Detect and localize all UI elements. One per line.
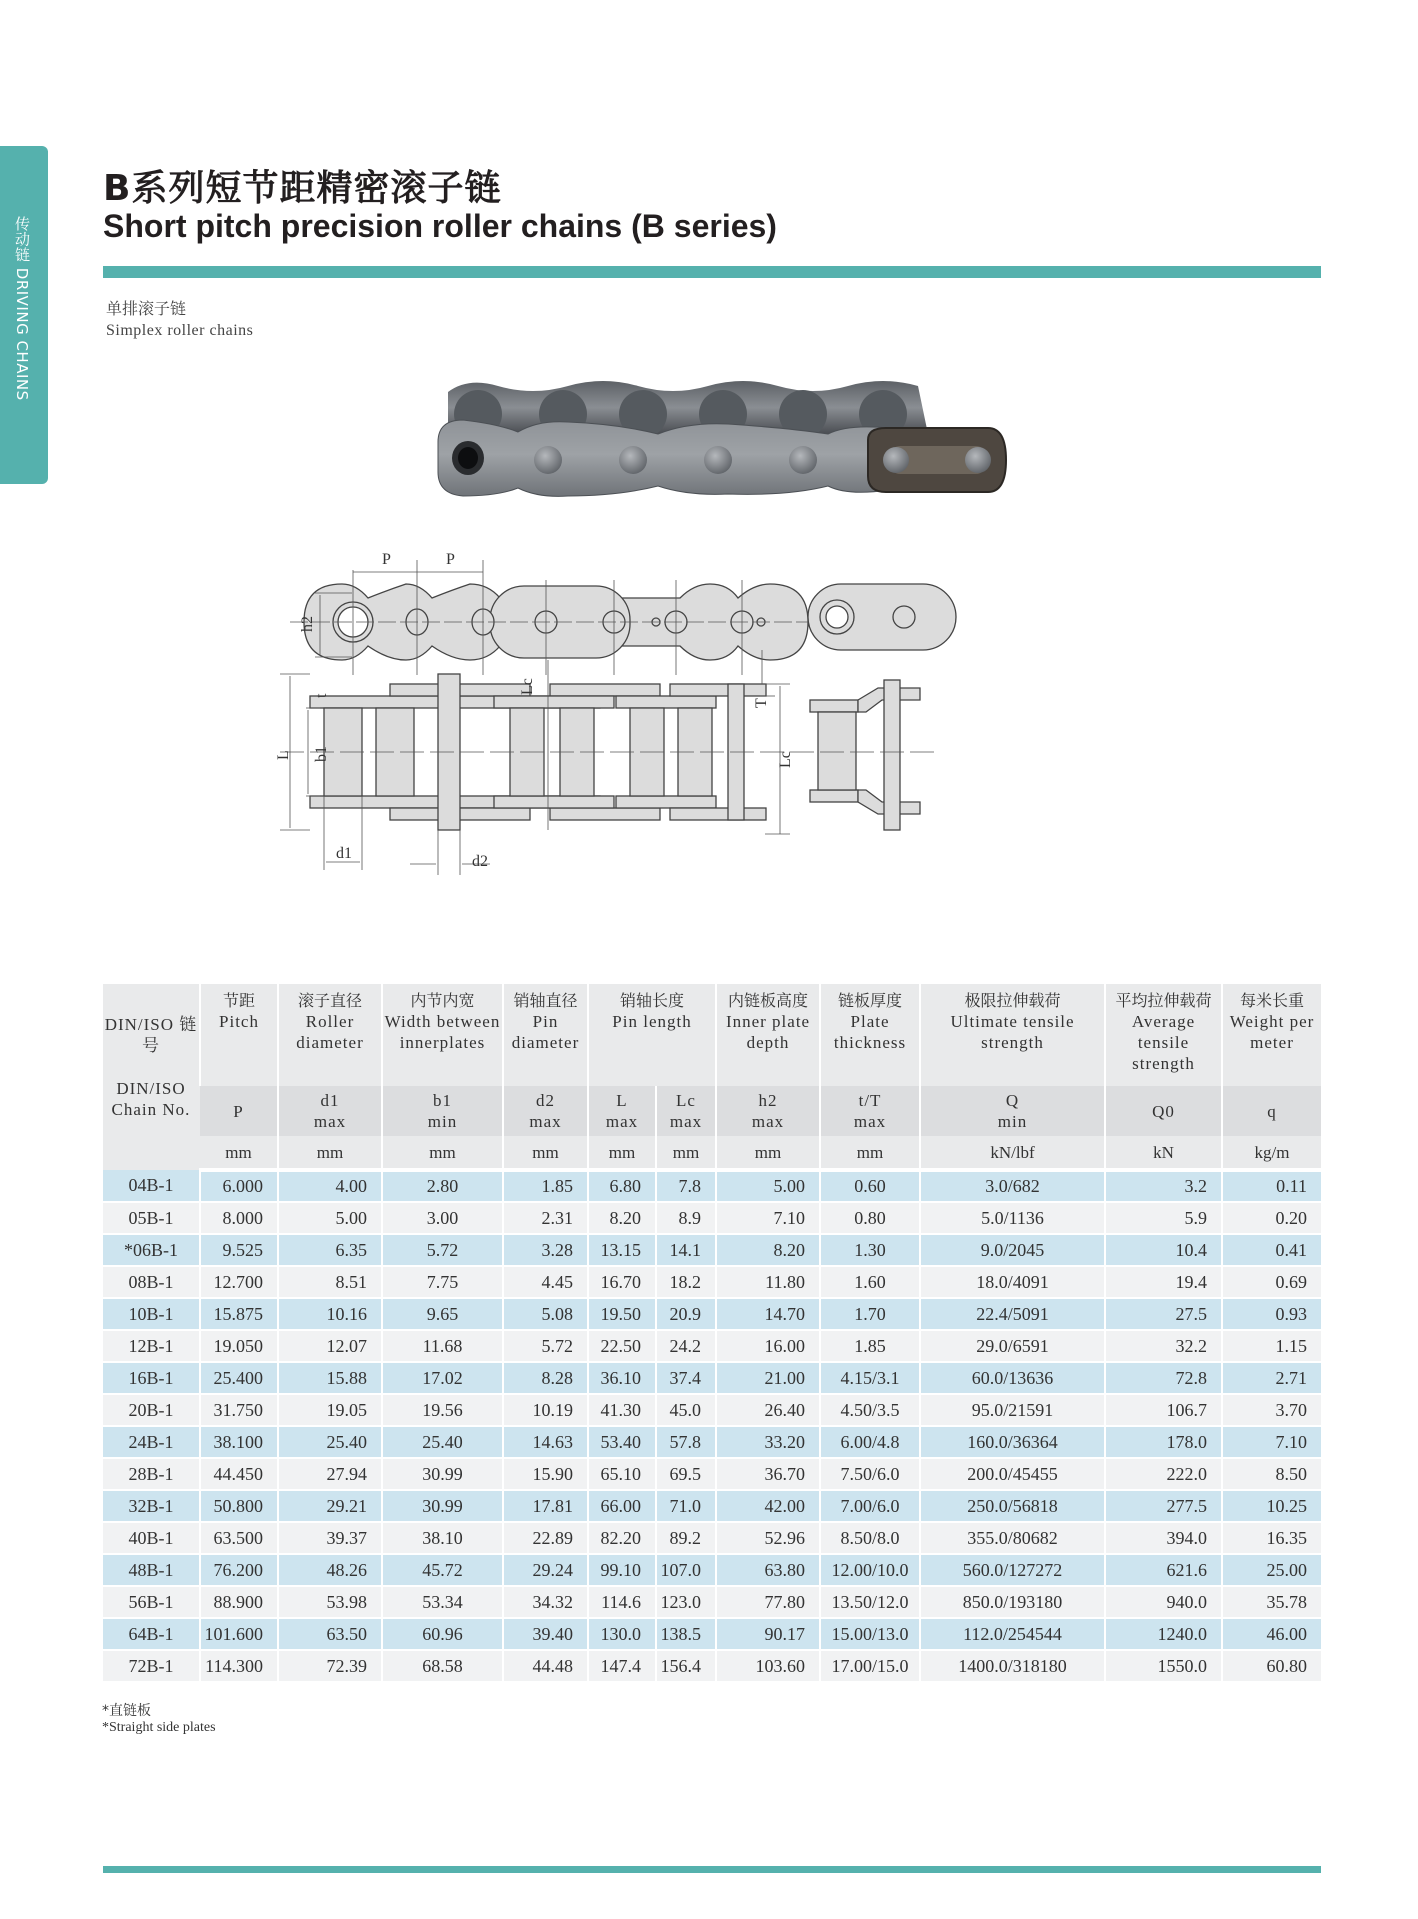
cell-ultimate-tensile: 18.0/4091 <box>920 1266 1105 1298</box>
cell-plate-depth: 77.80 <box>716 1586 820 1618</box>
cell-pin-length-l: 99.10 <box>588 1554 656 1586</box>
cell-pitch: 76.200 <box>200 1554 278 1586</box>
cell-width-inner: 68.58 <box>382 1650 503 1682</box>
symbol-b1: b1 min <box>382 1086 503 1136</box>
cell-weight: 0.20 <box>1222 1202 1321 1234</box>
cell-chain-no: 32B-1 <box>103 1490 200 1522</box>
cell-roller-diameter: 15.88 <box>278 1362 382 1394</box>
cell-weight: 7.10 <box>1222 1426 1321 1458</box>
cell-plate-depth: 103.60 <box>716 1650 820 1682</box>
cell-pitch: 6.000 <box>200 1170 278 1202</box>
cell-pin-length-l: 16.70 <box>588 1266 656 1298</box>
table-row <box>103 1202 1321 1234</box>
table-row <box>103 1234 1321 1266</box>
table-row <box>103 1298 1321 1330</box>
cell-width-inner: 2.80 <box>382 1170 503 1202</box>
cell-pin-diameter: 22.89 <box>503 1522 588 1554</box>
cell-weight: 16.35 <box>1222 1522 1321 1554</box>
cell-weight: 10.25 <box>1222 1490 1321 1522</box>
cell-roller-diameter: 53.98 <box>278 1586 382 1618</box>
cell-chain-no: 05B-1 <box>103 1202 200 1234</box>
cell-plate-depth: 90.17 <box>716 1618 820 1650</box>
symbol-lc: Lc max <box>656 1086 716 1136</box>
cell-weight: 0.11 <box>1222 1170 1321 1202</box>
cell-plate-thickness: 13.50/12.0 <box>820 1586 920 1618</box>
cell-pin-length-l: 65.10 <box>588 1458 656 1490</box>
cell-weight: 2.71 <box>1222 1362 1321 1394</box>
cell-plate-thickness: 15.00/13.0 <box>820 1618 920 1650</box>
cell-average-tensile: 106.7 <box>1105 1394 1222 1426</box>
cell-pin-length-lc: 37.4 <box>656 1362 716 1394</box>
cell-roller-diameter: 27.94 <box>278 1458 382 1490</box>
table-row <box>103 1522 1321 1554</box>
unit-p: mm <box>200 1136 278 1170</box>
cell-ultimate-tensile: 95.0/21591 <box>920 1394 1105 1426</box>
table-row <box>103 1170 1321 1202</box>
cell-plate-thickness: 4.15/3.1 <box>820 1362 920 1394</box>
cell-pin-diameter: 5.08 <box>503 1298 588 1330</box>
cell-ultimate-tensile: 1400.0/318180 <box>920 1650 1105 1682</box>
cell-plate-depth: 63.80 <box>716 1554 820 1586</box>
cell-pitch: 88.900 <box>200 1586 278 1618</box>
end-view-top <box>808 584 956 650</box>
cell-pin-length-l: 53.40 <box>588 1426 656 1458</box>
cell-weight: 0.93 <box>1222 1298 1321 1330</box>
cell-ultimate-tensile: 160.0/36364 <box>920 1426 1105 1458</box>
cell-chain-no: 08B-1 <box>103 1266 200 1298</box>
cell-pitch: 15.875 <box>200 1298 278 1330</box>
cell-pin-length-l: 36.10 <box>588 1362 656 1394</box>
front-plates <box>438 420 1006 496</box>
cell-ultimate-tensile: 3.0/682 <box>920 1170 1105 1202</box>
cell-pitch: 8.000 <box>200 1202 278 1234</box>
symbol-p: P <box>200 1086 278 1136</box>
cell-average-tensile: 19.4 <box>1105 1266 1222 1298</box>
cell-roller-diameter: 63.50 <box>278 1618 382 1650</box>
cell-average-tensile: 621.6 <box>1105 1554 1222 1586</box>
cell-plate-thickness: 4.50/3.5 <box>820 1394 920 1426</box>
cell-pin-length-lc: 69.5 <box>656 1458 716 1490</box>
page-title-cn: B系列短节距精密滚子链 <box>103 168 502 209</box>
cell-average-tensile: 1240.0 <box>1105 1618 1222 1650</box>
cell-roller-diameter: 5.00 <box>278 1202 382 1234</box>
unit-lc: mm <box>656 1136 716 1170</box>
cell-pitch: 19.050 <box>200 1330 278 1362</box>
cell-width-inner: 17.02 <box>382 1362 503 1394</box>
cell-pin-diameter: 17.81 <box>503 1490 588 1522</box>
cell-plate-depth: 33.20 <box>716 1426 820 1458</box>
cell-chain-no: 04B-1 <box>103 1170 200 1202</box>
cell-chain-no: *06B-1 <box>103 1234 200 1266</box>
header-row-names <box>103 984 1321 1086</box>
cell-pin-length-l: 41.30 <box>588 1394 656 1426</box>
cell-average-tensile: 27.5 <box>1105 1298 1222 1330</box>
cell-average-tensile: 178.0 <box>1105 1426 1222 1458</box>
spec-table <box>103 984 1321 1683</box>
footnote-cn: *直链板 <box>102 1703 151 1719</box>
side-tab <box>0 146 48 484</box>
cell-roller-diameter: 4.00 <box>278 1170 382 1202</box>
table-row <box>103 1490 1321 1522</box>
table-row <box>103 1586 1321 1618</box>
cell-pin-length-lc: 138.5 <box>656 1618 716 1650</box>
header-row-symbols <box>103 1086 1321 1136</box>
cell-chain-no: 12B-1 <box>103 1330 200 1362</box>
symbol-t: t/T max <box>820 1086 920 1136</box>
cell-pin-length-l: 13.15 <box>588 1234 656 1266</box>
cell-pin-diameter: 5.72 <box>503 1330 588 1362</box>
cell-ultimate-tensile: 5.0/1136 <box>920 1202 1105 1234</box>
table-row <box>103 1362 1321 1394</box>
cell-plate-thickness: 1.70 <box>820 1298 920 1330</box>
symbol-d1: d1 max <box>278 1086 382 1136</box>
cell-ultimate-tensile: 355.0/80682 <box>920 1522 1105 1554</box>
cell-average-tensile: 1550.0 <box>1105 1650 1222 1682</box>
spec-table-body <box>103 1170 1321 1682</box>
cell-pin-length-l: 22.50 <box>588 1330 656 1362</box>
cell-average-tensile: 72.8 <box>1105 1362 1222 1394</box>
cell-pitch: 12.700 <box>200 1266 278 1298</box>
header-row-units <box>103 1136 1321 1170</box>
col-header-width-inner: 内节内宽 Width between innerplates <box>382 984 503 1086</box>
dim-label-p2: P <box>446 551 455 568</box>
section-title-cn: 单排滚子链 <box>106 299 187 318</box>
cell-width-inner: 25.40 <box>382 1426 503 1458</box>
cell-ultimate-tensile: 60.0/13636 <box>920 1362 1105 1394</box>
section-title-en: Simplex roller chains <box>106 322 254 339</box>
col-header-plate-thickness: 链板厚度 Plate thickness <box>820 984 920 1086</box>
cell-width-inner: 9.65 <box>382 1298 503 1330</box>
cell-plate-thickness: 12.00/10.0 <box>820 1554 920 1586</box>
cell-ultimate-tensile: 250.0/56818 <box>920 1490 1105 1522</box>
cell-chain-no: 28B-1 <box>103 1458 200 1490</box>
symbol-d2: d2 max <box>503 1086 588 1136</box>
cell-weight: 0.69 <box>1222 1266 1321 1298</box>
dim-label-l: L <box>275 750 292 760</box>
cell-plate-thickness: 17.00/15.0 <box>820 1650 920 1682</box>
cell-pin-length-l: 82.20 <box>588 1522 656 1554</box>
unit-d2: mm <box>503 1136 588 1170</box>
cell-pin-length-lc: 18.2 <box>656 1266 716 1298</box>
cell-pin-diameter: 44.48 <box>503 1650 588 1682</box>
cell-plate-thickness: 6.00/4.8 <box>820 1426 920 1458</box>
table-row <box>103 1554 1321 1586</box>
cell-plate-thickness: 1.85 <box>820 1330 920 1362</box>
cell-pitch: 63.500 <box>200 1522 278 1554</box>
cell-plate-thickness: 1.60 <box>820 1266 920 1298</box>
chain-photo <box>428 372 1010 500</box>
cell-pin-diameter: 34.32 <box>503 1586 588 1618</box>
symbol-h2: h2 max <box>716 1086 820 1136</box>
col-header-roller-diameter: 滚子直径 Roller diameter <box>278 984 382 1086</box>
title-divider <box>103 266 1321 278</box>
cell-average-tensile: 222.0 <box>1105 1458 1222 1490</box>
cell-ultimate-tensile: 112.0/254544 <box>920 1618 1105 1650</box>
cell-roller-diameter: 19.05 <box>278 1394 382 1426</box>
cell-pin-diameter: 1.85 <box>503 1170 588 1202</box>
unit-b1: mm <box>382 1136 503 1170</box>
cell-pin-diameter: 14.63 <box>503 1426 588 1458</box>
cell-plate-thickness: 0.60 <box>820 1170 920 1202</box>
cell-plate-depth: 21.00 <box>716 1362 820 1394</box>
cell-width-inner: 30.99 <box>382 1490 503 1522</box>
cell-ultimate-tensile: 29.0/6591 <box>920 1330 1105 1362</box>
table-row <box>103 1394 1321 1426</box>
cell-pitch: 101.600 <box>200 1618 278 1650</box>
cell-width-inner: 7.75 <box>382 1266 503 1298</box>
cell-plate-depth: 11.80 <box>716 1266 820 1298</box>
cell-width-inner: 19.56 <box>382 1394 503 1426</box>
cell-chain-no: 48B-1 <box>103 1554 200 1586</box>
cell-average-tensile: 5.9 <box>1105 1202 1222 1234</box>
cell-chain-no: 64B-1 <box>103 1618 200 1650</box>
col-header-pin-length: 销轴长度 Pin length <box>588 984 716 1086</box>
cell-roller-diameter: 48.26 <box>278 1554 382 1586</box>
unit-weight: kg/m <box>1222 1136 1321 1170</box>
cell-pin-length-l: 114.6 <box>588 1586 656 1618</box>
table-row <box>103 1266 1321 1298</box>
unit-d1: mm <box>278 1136 382 1170</box>
cell-pitch: 50.800 <box>200 1490 278 1522</box>
cell-pin-length-lc: 24.2 <box>656 1330 716 1362</box>
cell-pin-length-l: 19.50 <box>588 1298 656 1330</box>
cell-pin-diameter: 29.24 <box>503 1554 588 1586</box>
dim-label-d2: d2 <box>472 853 488 870</box>
cell-chain-no: 56B-1 <box>103 1586 200 1618</box>
cell-average-tensile: 940.0 <box>1105 1586 1222 1618</box>
cell-pin-length-lc: 14.1 <box>656 1234 716 1266</box>
col-header-weight: 每米长重 Weight per meter <box>1222 984 1321 1086</box>
cell-pitch: 114.300 <box>200 1650 278 1682</box>
dim-label-h2: h2 <box>299 616 316 632</box>
symbol-q0: Q0 <box>1105 1086 1222 1136</box>
cell-average-tensile: 277.5 <box>1105 1490 1222 1522</box>
cell-weight: 60.80 <box>1222 1650 1321 1682</box>
cell-ultimate-tensile: 850.0/193180 <box>920 1586 1105 1618</box>
cell-width-inner: 45.72 <box>382 1554 503 1586</box>
table-row <box>103 1330 1321 1362</box>
cell-ultimate-tensile: 200.0/45455 <box>920 1458 1105 1490</box>
unit-l: mm <box>588 1136 656 1170</box>
cell-pin-length-l: 6.80 <box>588 1170 656 1202</box>
symbol-weight: q <box>1222 1086 1321 1136</box>
dim-label-lc-right: Lc <box>777 751 794 768</box>
cell-plate-thickness: 1.30 <box>820 1234 920 1266</box>
cell-roller-diameter: 10.16 <box>278 1298 382 1330</box>
cell-weight: 46.00 <box>1222 1618 1321 1650</box>
unit-q: kN/lbf <box>920 1136 1105 1170</box>
cell-plate-depth: 14.70 <box>716 1298 820 1330</box>
dim-label-d1: d1 <box>336 845 352 862</box>
symbol-l: L max <box>588 1086 656 1136</box>
footnote-en: *Straight side plates <box>102 1720 216 1735</box>
cell-pin-diameter: 3.28 <box>503 1234 588 1266</box>
cell-roller-diameter: 6.35 <box>278 1234 382 1266</box>
cell-plate-depth: 42.00 <box>716 1490 820 1522</box>
dim-label-b1: b1 <box>313 746 330 762</box>
cell-average-tensile: 10.4 <box>1105 1234 1222 1266</box>
page-title-en: Short pitch precision roller chains (B series) <box>103 208 777 244</box>
unit-h2: mm <box>716 1136 820 1170</box>
cell-average-tensile: 32.2 <box>1105 1330 1222 1362</box>
side-tab-label: 传动链 DRIVING CHAINS <box>13 216 31 401</box>
dim-label-t: t <box>313 693 330 698</box>
cell-weight: 0.41 <box>1222 1234 1321 1266</box>
chain-no-header <box>103 984 200 1170</box>
cell-roller-diameter: 39.37 <box>278 1522 382 1554</box>
cell-weight: 35.78 <box>1222 1586 1321 1618</box>
cell-pin-diameter: 4.45 <box>503 1266 588 1298</box>
cell-plate-thickness: 7.50/6.0 <box>820 1458 920 1490</box>
cell-plate-depth: 7.10 <box>716 1202 820 1234</box>
cell-width-inner: 11.68 <box>382 1330 503 1362</box>
unit-t: mm <box>820 1136 920 1170</box>
cell-chain-no: 20B-1 <box>103 1394 200 1426</box>
cell-pitch: 25.400 <box>200 1362 278 1394</box>
cell-pin-length-lc: 156.4 <box>656 1650 716 1682</box>
unit-q0: kN <box>1105 1136 1222 1170</box>
table-row <box>103 1458 1321 1490</box>
cell-plate-depth: 52.96 <box>716 1522 820 1554</box>
cell-pin-length-lc: 8.9 <box>656 1202 716 1234</box>
col-header-inner-plate-depth: 内链板高度 Inner plate depth <box>716 984 820 1086</box>
symbol-q: Q min <box>920 1086 1105 1136</box>
cell-weight: 25.00 <box>1222 1554 1321 1586</box>
cell-roller-diameter: 72.39 <box>278 1650 382 1682</box>
cell-weight: 8.50 <box>1222 1458 1321 1490</box>
cell-weight: 3.70 <box>1222 1394 1321 1426</box>
cell-pin-length-lc: 107.0 <box>656 1554 716 1586</box>
cell-pin-length-lc: 123.0 <box>656 1586 716 1618</box>
cell-roller-diameter: 12.07 <box>278 1330 382 1362</box>
cell-ultimate-tensile: 9.0/2045 <box>920 1234 1105 1266</box>
cell-pin-length-lc: 7.8 <box>656 1170 716 1202</box>
cell-plate-depth: 8.20 <box>716 1234 820 1266</box>
cell-chain-no: 40B-1 <box>103 1522 200 1554</box>
col-header-pin-diameter: 销轴直径 Pin diameter <box>503 984 588 1086</box>
col-header-average-tensile: 平均拉伸载荷 Average tensile strength <box>1105 984 1222 1086</box>
table-row <box>103 1650 1321 1682</box>
cell-roller-diameter: 25.40 <box>278 1426 382 1458</box>
footer-divider <box>103 1866 1321 1873</box>
cell-pin-length-lc: 45.0 <box>656 1394 716 1426</box>
cell-width-inner: 3.00 <box>382 1202 503 1234</box>
cell-plate-depth: 16.00 <box>716 1330 820 1362</box>
cell-pin-diameter: 10.19 <box>503 1394 588 1426</box>
cell-pitch: 44.450 <box>200 1458 278 1490</box>
cell-pin-diameter: 8.28 <box>503 1362 588 1394</box>
cell-width-inner: 5.72 <box>382 1234 503 1266</box>
chain-diagram <box>260 540 1160 890</box>
cell-ultimate-tensile: 22.4/5091 <box>920 1298 1105 1330</box>
cell-weight: 1.15 <box>1222 1330 1321 1362</box>
cell-width-inner: 30.99 <box>382 1458 503 1490</box>
cell-plate-depth: 36.70 <box>716 1458 820 1490</box>
cell-width-inner: 60.96 <box>382 1618 503 1650</box>
cell-pin-diameter: 2.31 <box>503 1202 588 1234</box>
cell-chain-no: 72B-1 <box>103 1650 200 1682</box>
cell-chain-no: 10B-1 <box>103 1298 200 1330</box>
cell-plate-thickness: 0.80 <box>820 1202 920 1234</box>
dim-label-t-upper: T <box>753 698 770 708</box>
cell-pin-length-lc: 71.0 <box>656 1490 716 1522</box>
dim-label-lc-left: Lc <box>519 678 536 695</box>
cell-pin-length-lc: 20.9 <box>656 1298 716 1330</box>
table-row <box>103 1618 1321 1650</box>
cell-average-tensile: 394.0 <box>1105 1522 1222 1554</box>
cell-pin-length-l: 8.20 <box>588 1202 656 1234</box>
cell-pin-length-l: 147.4 <box>588 1650 656 1682</box>
cell-plate-thickness: 7.00/6.0 <box>820 1490 920 1522</box>
cell-pitch: 31.750 <box>200 1394 278 1426</box>
cell-ultimate-tensile: 560.0/127272 <box>920 1554 1105 1586</box>
dim-label-p1: P <box>382 551 391 568</box>
cell-chain-no: 16B-1 <box>103 1362 200 1394</box>
cell-pin-length-lc: 89.2 <box>656 1522 716 1554</box>
cell-pin-length-l: 66.00 <box>588 1490 656 1522</box>
cell-average-tensile: 3.2 <box>1105 1170 1222 1202</box>
cell-pitch: 38.100 <box>200 1426 278 1458</box>
cell-pin-length-lc: 57.8 <box>656 1426 716 1458</box>
cell-pin-length-l: 130.0 <box>588 1618 656 1650</box>
col-header-ultimate-tensile: 极限拉伸载荷 Ultimate tensile strength <box>920 984 1105 1086</box>
cell-chain-no: 24B-1 <box>103 1426 200 1458</box>
cell-pin-diameter: 39.40 <box>503 1618 588 1650</box>
chain-no-header-cn: DIN/ISO 链号 <box>104 1015 198 1055</box>
cell-pitch: 9.525 <box>200 1234 278 1266</box>
cell-plate-thickness: 8.50/8.0 <box>820 1522 920 1554</box>
cell-width-inner: 53.34 <box>382 1586 503 1618</box>
chain-no-header-en: DIN/ISO Chain No. <box>111 1079 191 1119</box>
cell-roller-diameter: 8.51 <box>278 1266 382 1298</box>
cell-width-inner: 38.10 <box>382 1522 503 1554</box>
table-row <box>103 1426 1321 1458</box>
col-header-pitch: 节距 Pitch <box>200 984 278 1086</box>
cell-pin-diameter: 15.90 <box>503 1458 588 1490</box>
cell-roller-diameter: 29.21 <box>278 1490 382 1522</box>
cell-plate-depth: 5.00 <box>716 1170 820 1202</box>
cell-plate-depth: 26.40 <box>716 1394 820 1426</box>
